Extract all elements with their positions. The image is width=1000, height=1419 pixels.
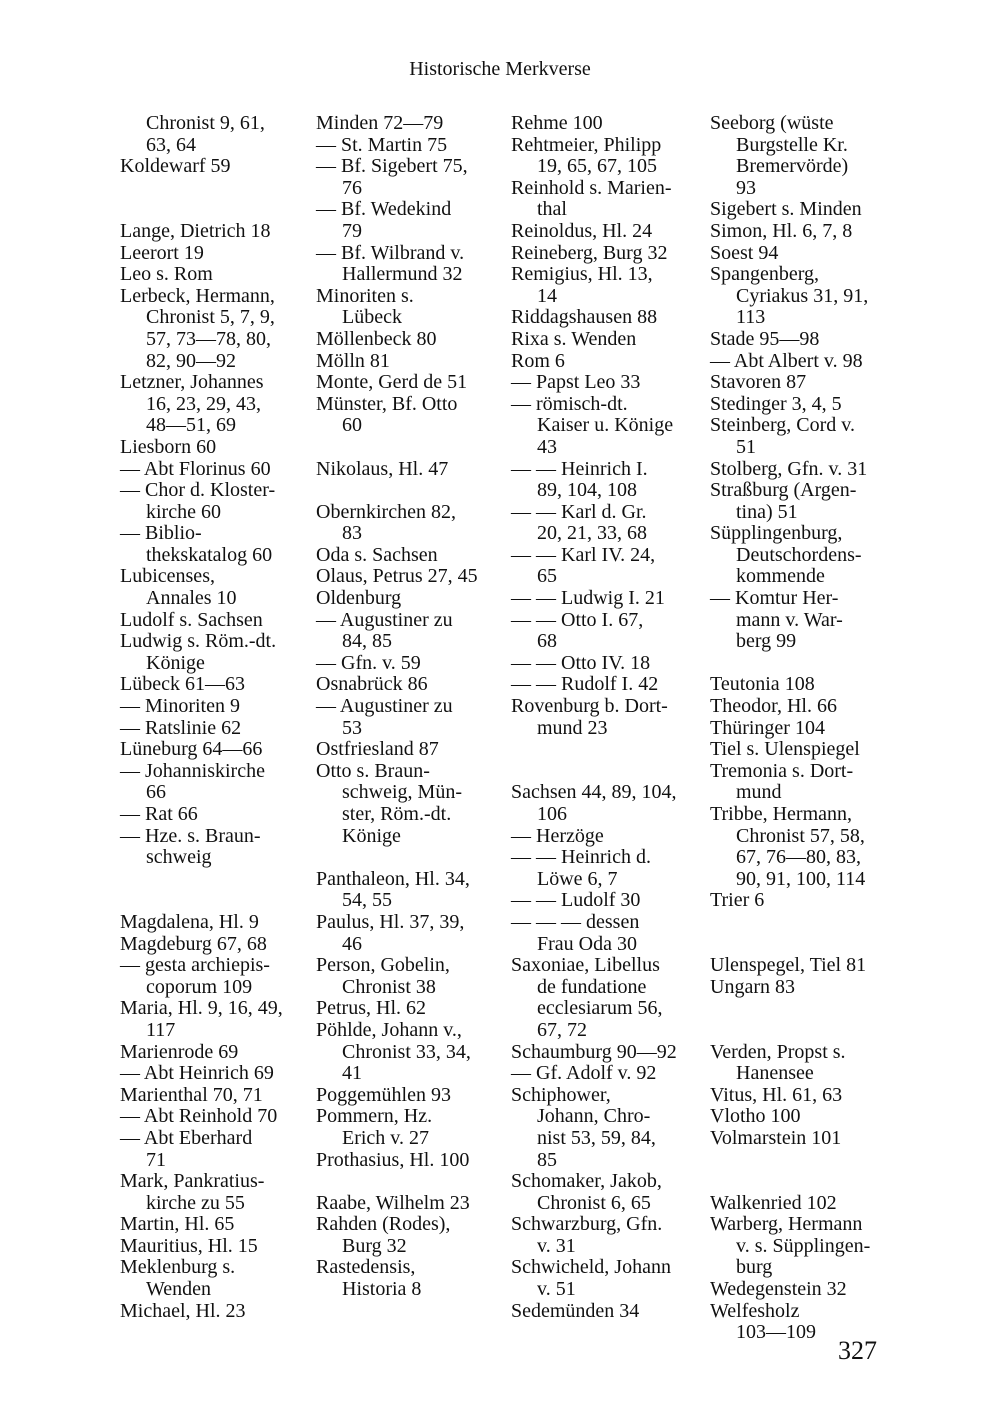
index-line: Stolberg, Gfn. v. 31: [710, 457, 868, 480]
index-line: Otto s. Braun-: [316, 759, 430, 782]
index-line: Tribbe, Hermann,: [710, 803, 853, 825]
index-line: de fundatione: [537, 975, 647, 998]
index-line: Prothasius, Hl. 100: [316, 1148, 470, 1171]
index-line: Olaus, Petrus 27, 45: [316, 565, 478, 588]
index-line: 68: [537, 630, 557, 653]
index-line: Könige: [342, 824, 401, 847]
index-line: Süpplingenburg,: [710, 522, 843, 545]
index-line: Teutonia 108: [710, 673, 815, 696]
index-line: ecclesiarum 56,: [537, 997, 663, 1020]
index-line: 66: [146, 781, 166, 804]
index-line: 53: [342, 716, 362, 739]
index-line: 85: [537, 1148, 557, 1171]
index-line: — Komtur Her-: [710, 587, 839, 610]
index-line: Könige: [146, 651, 205, 674]
blank-line: [316, 480, 484, 502]
index-line: kirche 60: [146, 500, 221, 523]
index-line: Burg 32: [342, 1234, 407, 1257]
index-line: Riddagshausen 88: [511, 306, 658, 329]
index-line: Möllenbeck 80: [316, 327, 437, 350]
index-line: schweig, Mün-: [342, 781, 462, 804]
index-line: Kaiser u. Könige: [537, 414, 674, 437]
index-line: Tremonia s. Dort-: [710, 759, 854, 782]
index-line: 117: [146, 1018, 176, 1041]
index-line: Ulenspegel, Tiel 81: [710, 954, 867, 977]
index-line: Rahden (Rodes),: [316, 1213, 451, 1236]
index-line: Schwarzburg, Gfn.: [511, 1213, 663, 1236]
index-line: Wenden: [146, 1278, 212, 1301]
index-line: Magdeburg 67, 68: [120, 932, 267, 955]
index-line: Spangenberg,: [710, 263, 820, 286]
blank-line: [120, 890, 290, 912]
index-line: berg 99: [736, 630, 797, 653]
index-line: Osnabrück 86: [316, 673, 428, 696]
index-line: Cyriakus 31, 91,: [736, 284, 869, 307]
index-line: — Bf. Wilbrand v.: [316, 241, 465, 264]
index-line: Ludwig s. Röm.-dt.: [120, 630, 277, 653]
index-line: Lüneburg 64—66: [120, 738, 263, 761]
index-line: Lubicenses,: [120, 565, 215, 588]
index-line: Marienthal 70, 71: [120, 1083, 263, 1106]
index-line: — St. Martin 75: [316, 133, 448, 156]
index-line: Lübeck: [342, 306, 402, 329]
index-line: — Hze. s. Braun-: [120, 824, 261, 847]
index-line: Reinhold s. Marien-: [511, 176, 672, 199]
index-line: 84, 85: [342, 630, 392, 653]
index-line: Michael, Hl. 23: [120, 1299, 246, 1322]
index-line: 41: [342, 1062, 362, 1085]
index-line: Thüringer 104: [710, 716, 825, 739]
index-line: Minoriten s.: [316, 284, 414, 307]
index-line: Reinoldus, Hl. 24: [511, 219, 653, 242]
index-line: burg: [736, 1256, 773, 1279]
index-line: — Bf. Wedekind: [316, 198, 452, 221]
index-line: Löwe 6, 7: [537, 867, 618, 890]
blank-line: [316, 437, 484, 459]
index-line: thal: [537, 198, 567, 221]
index-line: tina) 51: [736, 500, 798, 523]
index-column-3: [511, 113, 681, 1322]
page-number: 327: [838, 1336, 877, 1365]
index-line: Chronist 33, 34,: [342, 1040, 471, 1063]
index-line: Paulus, Hl. 37, 39,: [316, 910, 465, 933]
index-line: 67, 76—80, 83,: [736, 846, 861, 869]
index-line: Stavoren 87: [710, 371, 807, 394]
index-line: Mauritius, Hl. 15: [120, 1234, 258, 1257]
index-line: Letzner, Johannes: [120, 371, 264, 394]
index-line: Welfesholz: [710, 1299, 800, 1322]
index-line: Annales 10: [146, 587, 237, 610]
index-line: Erich v. 27: [342, 1126, 430, 1149]
index-line: 63, 64: [146, 133, 196, 156]
index-line: 20, 21, 33, 68: [537, 522, 647, 545]
index-line: — Augustiner zu: [316, 608, 453, 631]
index-line: Sedemünden 34: [511, 1299, 640, 1322]
index-line: — Ratslinie 62: [120, 716, 242, 739]
index-line: 51: [736, 435, 756, 458]
index-line: Verden, Propst s.: [710, 1040, 846, 1063]
blank-line: [316, 847, 484, 869]
index-line: Chronist 5, 7, 9,: [146, 306, 275, 329]
index-line: Simon, Hl. 6, 7, 8: [710, 219, 853, 242]
index-line: — Johanniskirche: [120, 759, 265, 782]
blank-line: [710, 1020, 881, 1042]
index-column-2: [316, 113, 484, 1301]
index-line: 57, 73—78, 80,: [146, 327, 271, 350]
index-line: — — Karl IV. 24,: [511, 543, 656, 566]
index-line: Lange, Dietrich 18: [120, 219, 271, 242]
blank-line: [120, 199, 290, 221]
index-line: 90, 91, 100, 114: [736, 867, 866, 890]
index-line: Chronist 6, 65: [537, 1191, 651, 1214]
index-line: Hanensee: [736, 1062, 814, 1085]
index-line: 103—109: [736, 1321, 816, 1344]
index-line: 106: [537, 803, 567, 825]
index-column-4: [710, 113, 881, 1344]
blank-line: [120, 869, 290, 891]
index-line: — Abt Albert v. 98: [710, 349, 863, 372]
index-line: Münster, Bf. Otto: [316, 392, 458, 415]
index-line: 48—51, 69: [146, 414, 236, 437]
index-line: Ludolf s. Sachsen: [120, 608, 263, 631]
index-line: Soest 94: [710, 241, 779, 264]
index-line: — Gf. Adolf v. 92: [511, 1062, 657, 1085]
index-column-1: [120, 113, 290, 1322]
index-line: Trier 6: [710, 889, 765, 912]
index-line: 54, 55: [342, 889, 392, 912]
index-line: Obernkirchen 82,: [316, 500, 456, 523]
index-line: Monte, Gerd de 51: [316, 371, 468, 394]
index-line: Mark, Pankratius-: [120, 1170, 265, 1193]
index-line: mund 23: [537, 716, 608, 739]
index-line: v. 31: [537, 1234, 576, 1257]
index-line: — Abt Reinhold 70: [120, 1105, 278, 1128]
index-line: Remigius, Hl. 13,: [511, 263, 653, 286]
index-line: Rixa s. Wenden: [511, 327, 637, 350]
index-line: 89, 104, 108: [537, 479, 637, 502]
blank-line: [710, 998, 881, 1020]
index-line: Burgstelle Kr.: [736, 133, 848, 156]
index-line: Schiphower,: [511, 1083, 611, 1106]
index-line: 67, 72: [537, 1018, 587, 1041]
blank-line: [710, 1171, 881, 1193]
index-line: Oldenburg: [316, 587, 402, 610]
blank-line: [120, 178, 290, 200]
index-line: 14: [537, 284, 557, 307]
index-line: — — Otto I. 67,: [511, 608, 644, 631]
index-line: 76: [342, 176, 362, 199]
index-line: 83: [342, 522, 362, 545]
index-line: 82, 90—92: [146, 349, 236, 372]
index-line: — Papst Leo 33: [511, 371, 641, 394]
index-line: — Rat 66: [120, 803, 198, 825]
index-line: Steinberg, Cord v.: [710, 414, 855, 437]
index-line: Lübeck 61—63: [120, 673, 245, 696]
index-line: Sachsen 44, 89, 104,: [511, 781, 677, 804]
running-header: Historische Merkverse: [409, 58, 591, 80]
index-line: mund: [736, 781, 782, 804]
index-line: 93: [736, 176, 756, 199]
index-line: — Biblio-: [120, 522, 202, 545]
index-line: Maria, Hl. 9, 16, 49,: [120, 997, 283, 1020]
index-line: Schomaker, Jakob,: [511, 1170, 662, 1193]
index-line: Deutschordens-: [736, 543, 862, 566]
index-line: Bremervörde): [736, 155, 849, 178]
index-line: — Herzöge: [511, 824, 604, 847]
index-line: 65: [537, 565, 557, 588]
index-line: Pommern, Hz.: [316, 1105, 433, 1128]
index-line: Warberg, Hermann: [710, 1213, 863, 1236]
index-line: coporum 109: [146, 975, 253, 998]
index-line: mann v. War-: [736, 608, 843, 631]
index-line: 79: [342, 219, 362, 242]
index-line: Oda s. Sachsen: [316, 543, 438, 566]
index-line: schweig: [146, 846, 212, 869]
index-line: Ostfriesland 87: [316, 738, 439, 761]
index-line: Person, Gobelin,: [316, 954, 450, 977]
index-line: v. 51: [537, 1278, 576, 1301]
index-line: Reineberg, Burg 32: [511, 241, 668, 264]
index-line: — Augustiner zu: [316, 695, 453, 718]
index-line: — — Otto IV. 18: [511, 651, 651, 674]
index-line: — gesta archiepis-: [120, 954, 270, 977]
blank-line: [710, 1150, 881, 1172]
blank-line: [511, 761, 681, 783]
index-line: — Bf. Sigebert 75,: [316, 155, 468, 178]
index-line: nist 53, 59, 84,: [537, 1126, 656, 1149]
index-line: — — Heinrich I.: [511, 457, 648, 480]
index-line: Schaumburg 90—92: [511, 1040, 677, 1063]
index-line: 113: [736, 306, 766, 329]
index-line: Liesborn 60: [120, 435, 217, 458]
index-line: Vitus, Hl. 61, 63: [710, 1083, 843, 1106]
index-line: Martin, Hl. 65: [120, 1213, 235, 1236]
index-line: Volmarstein 101: [710, 1126, 842, 1149]
index-line: Straßburg (Argen-: [710, 479, 857, 502]
index-line: — — Karl d. Gr.: [511, 500, 647, 523]
index-line: Stedinger 3, 4, 5: [710, 392, 842, 415]
index-line: — Abt Heinrich 69: [120, 1062, 274, 1085]
index-line: Johann, Chro-: [537, 1105, 651, 1128]
blank-line: [710, 653, 881, 675]
index-line: Meklenburg s.: [120, 1256, 236, 1279]
index-line: Nikolaus, Hl. 47: [316, 457, 449, 480]
index-line: Rehtmeier, Philipp: [511, 133, 662, 156]
index-line: Saxoniae, Libellus: [511, 954, 660, 977]
index-line: 71: [146, 1148, 166, 1171]
index-line: Ungarn 83: [710, 975, 795, 998]
index-line: Poggemühlen 93: [316, 1083, 451, 1106]
index-line: — Gfn. v. 59: [316, 651, 421, 674]
index-line: Frau Oda 30: [537, 932, 637, 955]
index-line: — — Ludolf 30: [511, 889, 641, 912]
index-line: Wedegenstein 32: [710, 1278, 847, 1301]
index-line: 60: [342, 414, 362, 437]
blank-line: [710, 912, 881, 934]
index-line: Marienrode 69: [120, 1040, 239, 1063]
index-line: Theodor, Hl. 66: [710, 695, 837, 718]
index-line: v. s. Süpplingen-: [736, 1234, 871, 1257]
index-line: Petrus, Hl. 62: [316, 997, 426, 1020]
index-line: Mölln 81: [316, 349, 390, 372]
blank-line: [316, 1171, 484, 1193]
index-line: — Minoriten 9: [120, 695, 240, 718]
blank-line: [511, 739, 681, 761]
index-line: Leerort 19: [120, 241, 204, 264]
index-line: Tiel s. Ulenspiegel: [710, 738, 860, 761]
index-line: Hallermund 32: [342, 263, 463, 286]
index-line: — — Rudolf I. 42: [511, 673, 659, 696]
index-line: — — Heinrich d.: [511, 846, 651, 869]
index-line: Panthaleon, Hl. 34,: [316, 867, 470, 890]
index-line: Stade 95—98: [710, 327, 820, 350]
index-line: Rom 6: [511, 349, 565, 372]
index-line: — römisch-dt.: [511, 392, 628, 415]
index-line: 19, 65, 67, 105: [537, 155, 657, 178]
index-line: ster, Röm.-dt.: [342, 803, 452, 825]
index-line: Rovenburg b. Dort-: [511, 695, 668, 718]
index-line: — Abt Florinus 60: [120, 457, 271, 480]
index-line: Seeborg (wüste: [710, 112, 834, 134]
index-line: Chronist 9, 61,: [146, 112, 265, 134]
index-line: kommende: [736, 565, 825, 588]
index-line: Chronist 57, 58,: [736, 824, 865, 847]
index-line: Raabe, Wilhelm 23: [316, 1191, 470, 1214]
index-line: Rehme 100: [511, 112, 603, 134]
index-line: 16, 23, 29, 43,: [146, 392, 261, 415]
index-line: — Abt Eberhard: [120, 1126, 253, 1149]
index-line: Magdalena, Hl. 9: [120, 910, 259, 933]
index-line: Sigebert s. Minden: [710, 198, 862, 221]
index-line: Historia 8: [342, 1278, 422, 1301]
index-line: 43: [537, 435, 557, 458]
index-line: kirche zu 55: [146, 1191, 245, 1214]
index-line: thekskatalog 60: [146, 543, 273, 566]
index-line: Schwicheld, Johann: [511, 1256, 671, 1279]
index-line: Vlotho 100: [710, 1105, 801, 1128]
index-line: Walkenried 102: [710, 1191, 837, 1214]
blank-line: [710, 934, 881, 956]
index-line: Pöhlde, Johann v.,: [316, 1018, 462, 1041]
index-line: Lerbeck, Hermann,: [120, 284, 275, 307]
index-line: — — — dessen: [511, 910, 640, 933]
index-line: Koldewarf 59: [120, 155, 231, 178]
index-line: — — Ludwig I. 21: [511, 587, 665, 610]
index-line: 46: [342, 932, 362, 955]
index-line: Minden 72—79: [316, 112, 444, 134]
index-line: — Chor d. Kloster-: [120, 479, 276, 502]
index-line: Leo s. Rom: [120, 263, 213, 286]
index-line: Chronist 38: [342, 975, 436, 998]
index-line: Rastedensis,: [316, 1256, 416, 1279]
